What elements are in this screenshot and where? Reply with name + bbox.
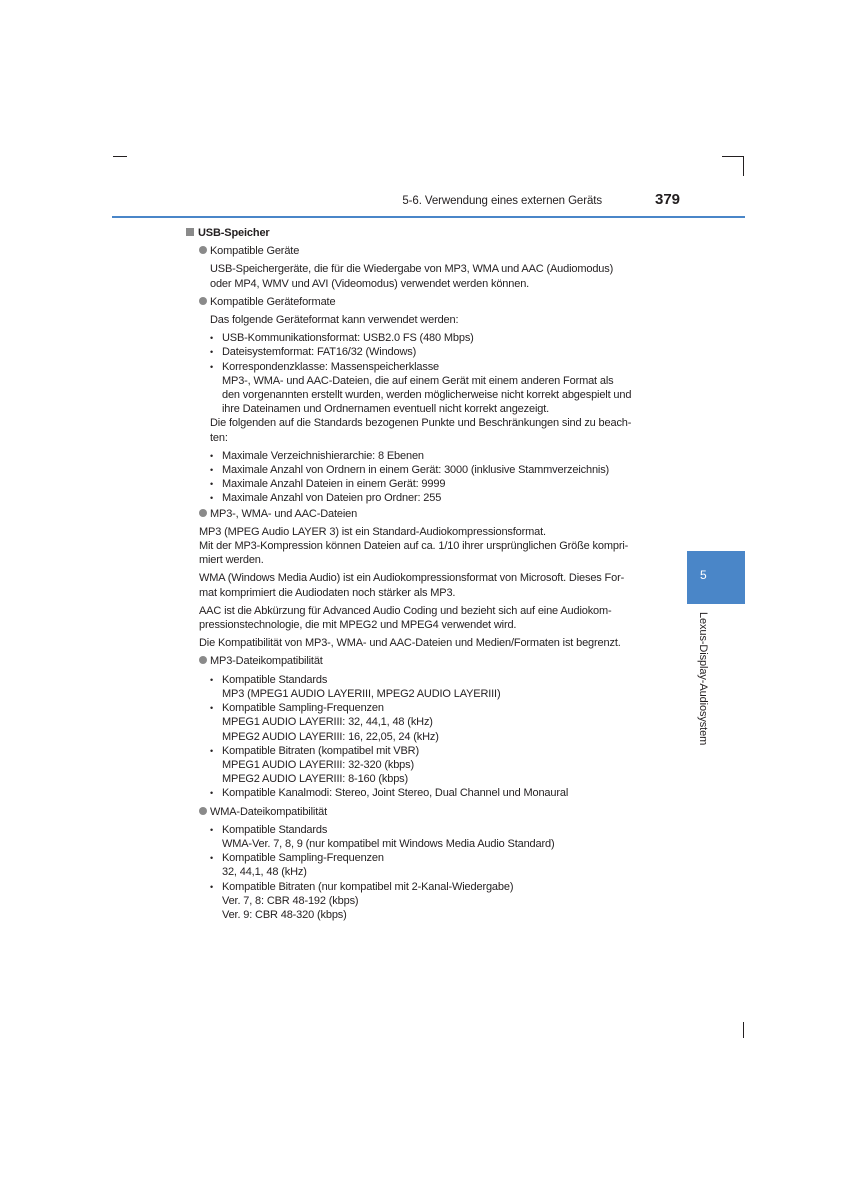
list-item: • Korrespondenzklasse: Massenspeicherklasse [0, 360, 662, 374]
chapter-side-label: Lexus-Display-Audiosystem [697, 612, 709, 746]
text-line: ten: [210, 431, 228, 444]
text-line: mat komprimiert die Audiodaten noch stärker als MP3. [199, 586, 456, 599]
text-line: oder MP4, WMV und AVI (Videomodus) verwendet werden können. [210, 277, 530, 290]
list-item: • Maximale Verzeichnishierarchie: 8 Ebenen [0, 449, 662, 463]
list-item: • Maximale Anzahl von Ordnern in einem Gerät: 3000 (inklusive Stammverzeichnis) [0, 463, 662, 477]
text-line: Die folgenden auf die Standards bezogenen Punkte und Beschränkungen sind zu beach- [210, 417, 632, 430]
page-number: 379 [655, 191, 681, 208]
list-value: WMA-Ver. 7, 8, 9 (nur kompatibel mit Windows Media Audio Standard) [222, 837, 555, 850]
chapter-number: 5 [700, 568, 707, 582]
header-rule [112, 216, 745, 218]
list-item: • Kompatible Sampling-Frequenzen [0, 701, 662, 715]
text-line: AAC ist die Abkürzung für Advanced Audio Coding und bezieht sich auf eine Audiokom- [199, 604, 612, 617]
subheading-device-formats: Kompatible Geräteformate [0, 295, 680, 309]
list-value: MPEG1 AUDIO LAYERIII: 32, 44,1, 48 (kHz) [222, 716, 433, 729]
list-item: • Maximale Anzahl von Dateien pro Ordner: 255 [0, 491, 662, 505]
section-heading: USB-Speicher [0, 226, 680, 240]
chapter-tab [687, 551, 745, 604]
text-line: den vorgenannten erstellt wurden, werden möglicherweise nicht korrekt abgespielt und [222, 389, 632, 402]
list-item: • Kompatible Bitraten (kompatibel mit VBR) [0, 744, 662, 758]
crop-mark [722, 156, 744, 157]
text-line: Mit der MP3-Kompression können Dateien auf ca. 1/10 ihrer ursprünglichen Größe kompri- [199, 540, 629, 553]
list-value: MPEG2 AUDIO LAYERIII: 8-160 (kbps) [222, 773, 409, 786]
text-line: MP3 (MPEG Audio LAYER 3) ist ein Standard-Audiokompressionsformat. [199, 525, 546, 538]
crop-mark [113, 156, 127, 157]
list-value: Ver. 7, 8: CBR 48-192 (kbps) [222, 894, 359, 907]
list-value: Ver. 9: CBR 48-320 (kbps) [222, 908, 347, 921]
list-value: MPEG1 AUDIO LAYERIII: 32-320 (kbps) [222, 758, 415, 771]
text-line: miert werden. [199, 554, 264, 567]
header-title: 5-6. Verwendung eines externen Geräts [402, 195, 602, 207]
text-line: USB-Speichergeräte, die für die Wiedergabe von MP3, WMA und AAC (Audiomodus) [210, 263, 614, 276]
list-item: • Kompatible Bitraten (nur kompatibel mit 2-Kanal-Wiedergabe) [0, 880, 662, 894]
page-content [0, 226, 680, 922]
crop-mark [743, 156, 744, 176]
text-line: MP3-, WMA- und AAC-Dateien, die auf einem Gerät mit einem anderen Format als [222, 374, 614, 387]
list-value: 32, 44,1, 48 (kHz) [222, 866, 307, 879]
text-line: Die Kompatibilität von MP3-, WMA- und AAC-Dateien und Medien/Formaten ist begrenzt. [199, 637, 621, 650]
list-item: • Kompatible Sampling-Frequenzen [0, 851, 662, 865]
list-item: • Kompatible Standards [0, 673, 662, 687]
list-item: • Maximale Anzahl Dateien in einem Gerät: 9999 [0, 477, 662, 491]
subheading-files: MP3-, WMA- und AAC-Dateien [0, 507, 680, 521]
text-line: Das folgende Geräteformat kann verwendet werden: [210, 314, 459, 327]
subheading-compatible-devices: Kompatible Geräte [0, 244, 680, 258]
list-value: MPEG2 AUDIO LAYERIII: 16, 22,05, 24 (kHz) [222, 730, 439, 743]
list-item: • USB-Kommunikationsformat: USB2.0 FS (480 Mbps) [0, 331, 662, 345]
text-line: ihre Dateinamen und Ordnernamen eventuell nicht korrekt angezeigt. [222, 403, 550, 416]
text-line: pressionstechnologie, die mit MPEG2 und MPEG4 verwendet wird. [199, 619, 517, 632]
crop-mark [743, 1022, 744, 1038]
subheading-mp3-compat: MP3-Dateikompatibilität [0, 654, 680, 668]
list-item: • Dateisystemformat: FAT16/32 (Windows) [0, 345, 662, 359]
list-value: MP3 (MPEG1 AUDIO LAYERIII, MPEG2 AUDIO LAYERIII) [222, 687, 501, 700]
text-line: WMA (Windows Media Audio) ist ein Audiokompressionsformat von Microsoft. Dieses For- [199, 572, 625, 585]
subheading-wma-compat: WMA-Dateikompatibilität [0, 805, 680, 819]
list-item: • Kompatible Kanalmodi: Stereo, Joint Stereo, Dual Channel und Monaural [0, 786, 662, 800]
list-item: • Kompatible Standards [0, 823, 662, 837]
